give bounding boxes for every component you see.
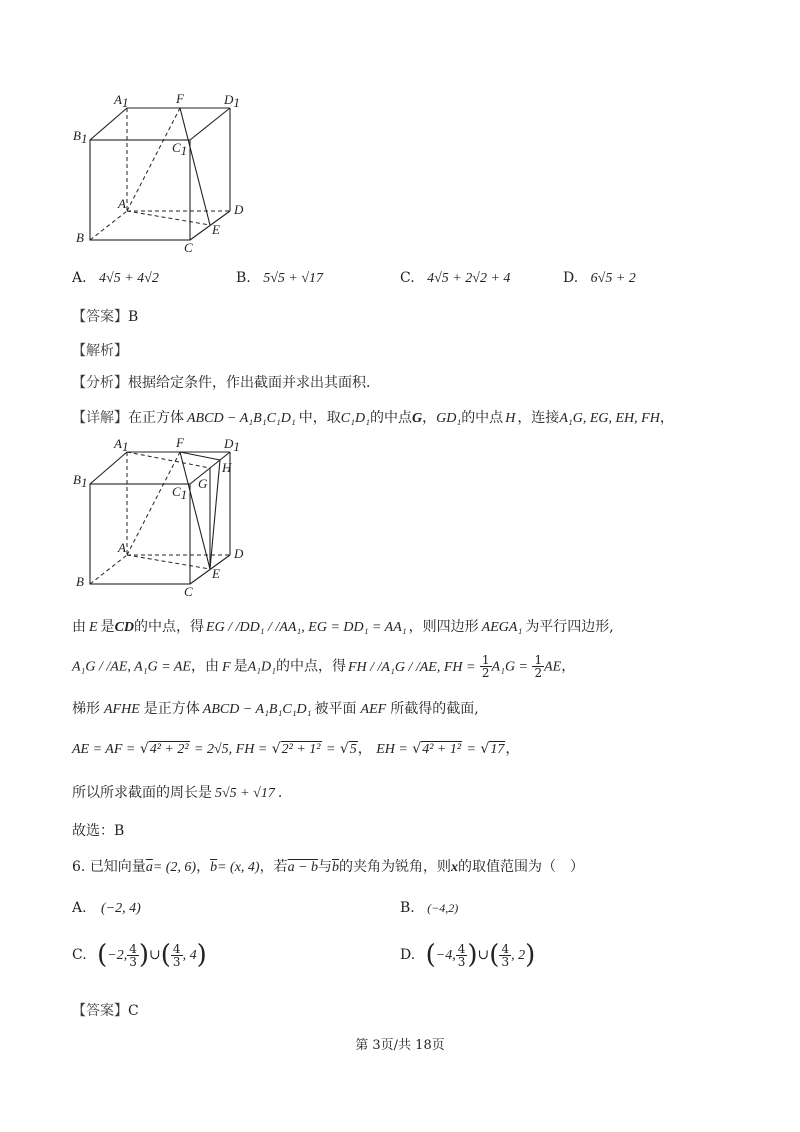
- fenxi-text: 根据给定条件，作出截面并求出其面积.: [128, 375, 371, 391]
- analysis-tag: 【解析】: [72, 343, 128, 359]
- front-face: [90, 484, 190, 584]
- segment-h-e: [210, 460, 220, 569]
- label-g: G: [198, 476, 208, 491]
- fenxi-tag: 【分析】: [72, 375, 128, 391]
- p1-quad: AEGA₁: [481, 620, 523, 635]
- p2-a1d1: A₁D₁: [247, 659, 276, 675]
- q6-option-a-text: (−2, 4): [101, 901, 141, 916]
- q5-answer: [72, 306, 138, 326]
- q5-option-c: [400, 270, 510, 287]
- label-a1: A1: [114, 436, 129, 454]
- q6-bval: = (x, 4): [217, 860, 260, 875]
- p2-a1g: A₁G =: [491, 659, 529, 675]
- p2-ae: AE: [544, 659, 562, 675]
- hidden-a-e: [127, 555, 210, 569]
- label-d1: D1: [224, 436, 240, 454]
- detail-t2: 中，取: [298, 410, 341, 426]
- label-a: A: [118, 196, 126, 211]
- q6-option-b-text: (−4,2): [427, 901, 459, 915]
- q5-option-b-label: B.: [236, 270, 251, 286]
- label-f: F: [176, 435, 184, 450]
- p2-t1: ，由: [191, 658, 219, 675]
- label-d: D: [234, 202, 244, 217]
- hidden-a1-g: [127, 452, 210, 468]
- question-6: [72, 856, 584, 876]
- p4-m3: =: [325, 742, 336, 757]
- p2-rel: A₁G / /AE, A₁G = AE: [72, 659, 191, 675]
- p1-cd: CD: [114, 620, 135, 635]
- answer-tag: 【答案】: [72, 1003, 128, 1019]
- p1-rel: EG / /DD₁ / /AA₁, EG = DD₁ = AA₁: [206, 620, 407, 635]
- q6-option-c: C. (−2, $\frac{4}{3}$ )∪( $\frac{4}{3}$ , 4): [72, 940, 207, 970]
- q6-option-b-label: B.: [400, 900, 415, 916]
- p4-t1: ，: [357, 741, 372, 757]
- q5-option-d: [563, 270, 636, 287]
- solution-line-5: [72, 782, 282, 802]
- hidden-b-a: [90, 555, 127, 584]
- cube-figure-2: [70, 432, 260, 602]
- label-a1: A1: [114, 92, 129, 110]
- detail-c1d1: C₁D₁: [340, 411, 370, 426]
- detail-t3: 的中点: [369, 410, 412, 426]
- p4-t2: ，: [505, 741, 520, 757]
- cube-figure-1: [70, 88, 260, 258]
- label-h: H: [222, 460, 232, 475]
- p2-f: F: [222, 659, 231, 675]
- q6-answer: [72, 1000, 139, 1020]
- p4-r1: 4² + 2²: [149, 742, 189, 757]
- p4-r4: 4² + 1²: [422, 742, 462, 757]
- p1-t4: ，则四边形: [408, 619, 479, 635]
- detail-g: G: [411, 411, 423, 426]
- page-footer: 第 3页/共 18页: [355, 1038, 445, 1053]
- label-e: E: [212, 222, 220, 237]
- q5-option-d-text: 6√5 + 2: [590, 271, 636, 286]
- edge-b1-a1: [90, 108, 127, 140]
- label-c1: C1: [172, 484, 188, 502]
- p2-t2: 是: [233, 658, 248, 675]
- p1-t1: 由: [72, 619, 86, 635]
- q6-t1: 已知向量: [89, 859, 146, 875]
- detail-tag: 【详解】: [72, 410, 128, 426]
- solution-line-3: [72, 698, 479, 718]
- answer-value: C: [128, 1003, 139, 1019]
- q5-option-c-text: 4√5 + 2√2 + 4: [427, 271, 511, 286]
- detail-t6: ，连接: [517, 410, 560, 426]
- q6-option-a: [72, 900, 141, 917]
- p4-m4: EH =: [376, 742, 408, 757]
- q6-vec-b: $\overline{b}$: [210, 860, 218, 875]
- q5-option-a: [72, 270, 159, 287]
- front-face: [90, 140, 190, 240]
- edge-c-d: [190, 211, 230, 240]
- edge-c1-d1: [190, 108, 230, 140]
- p2-rel2: FH / /A₁G / /AE, FH =: [347, 659, 476, 675]
- p3-t4: 所截得的截面,: [390, 701, 479, 717]
- p1-e: E: [89, 620, 98, 635]
- q6-option-a-label: A.: [72, 900, 87, 916]
- edge-b1-a1: [90, 452, 127, 484]
- p2-frac-2: $\frac{1}{2}$: [534, 653, 543, 680]
- hidden-b-a: [90, 211, 127, 240]
- p1-t5: 为平行四边形,: [525, 619, 614, 635]
- label-c1: C1: [172, 140, 188, 158]
- label-c: C: [184, 240, 193, 255]
- p3-t2: 是正方体: [143, 701, 200, 717]
- p4-r3: 5: [349, 742, 357, 757]
- label-f: F: [176, 91, 184, 106]
- q6-x: x: [451, 860, 459, 875]
- q5-option-d-label: D.: [563, 270, 579, 286]
- q6-vec-a: $\overline{a}$: [145, 860, 153, 875]
- p4-r5: 17: [490, 742, 505, 757]
- answer-tag: 【答案】: [72, 309, 128, 325]
- q6-option-d-label: D.: [400, 947, 416, 963]
- detail-t4: ，: [422, 410, 437, 426]
- label-b: B: [76, 230, 84, 245]
- q5-analysis: [72, 340, 128, 360]
- label-e: E: [212, 566, 220, 581]
- label-c: C: [184, 584, 193, 599]
- p5-t2: .: [277, 785, 283, 801]
- q6-vec-b2: $\overline{b}$: [332, 860, 340, 875]
- segment-f-e: [180, 452, 210, 569]
- q6-t6: 的取值范围为（ ）: [458, 859, 585, 875]
- p3-aef: AEF: [360, 702, 387, 717]
- p3-afhe: AFHE: [104, 702, 140, 717]
- label-b1: B1: [73, 128, 88, 146]
- p4-m5: =: [466, 742, 476, 757]
- label-a: A: [118, 540, 126, 555]
- q5-option-a-label: A.: [72, 270, 87, 286]
- q6-option-c-label: C.: [72, 947, 87, 963]
- q5-option-b: [236, 270, 323, 287]
- label-d: D: [234, 546, 244, 561]
- p2-frac-1: $\frac{1}{2}$: [481, 653, 490, 680]
- label-b: B: [76, 574, 84, 589]
- q5-option-a-text: 4√5 + 4√2: [99, 271, 159, 286]
- detail-t1: 在正方体: [128, 410, 184, 426]
- q6-t5: 的夹角为锐角，则: [339, 859, 452, 875]
- hidden-a-f: [127, 108, 180, 211]
- detail-cube: ABCD − A₁B₁C₁D₁: [187, 411, 296, 426]
- q6-aval: = (2, 6): [152, 860, 197, 875]
- q6-option-b: [400, 900, 458, 916]
- q6-vec-amb: a − b: [287, 860, 319, 875]
- detail-t5: 的中点: [461, 410, 504, 426]
- q5-option-b-text: 5√5 + √17: [263, 271, 324, 286]
- solution-line-4: AE = AF = √4² + 2² = 2√5, FH = √2² + 1² = √5， EH = √4² + 1² = √17，: [72, 741, 520, 757]
- p2-t4: ，: [561, 658, 576, 675]
- p3-t3: 被平面: [314, 701, 357, 717]
- detail-h: H: [505, 411, 516, 426]
- hidden-a-e: [127, 211, 210, 225]
- detail-lines: A₁G, EG, EH, FH: [559, 411, 660, 426]
- p2-t3: 的中点，得: [275, 658, 346, 675]
- p4-m2: = 2√5, FH =: [194, 742, 268, 757]
- q6-t2: ，: [196, 859, 211, 875]
- label-b1: B1: [73, 472, 88, 490]
- p1-t3: 的中点，得: [134, 619, 205, 635]
- segment-f-h: [180, 452, 220, 460]
- p5-val: 5√5 + √17: [215, 786, 275, 801]
- solution-line-2: [72, 654, 575, 679]
- solution-line-1: [72, 616, 614, 636]
- hidden-a-f: [127, 452, 180, 555]
- q5-fenxi: [72, 372, 370, 392]
- q6-t4: 与: [318, 859, 333, 875]
- answer-value: B: [128, 309, 139, 325]
- p1-t2: 是: [100, 619, 115, 635]
- p4-r2: 2² + 1²: [281, 742, 321, 757]
- p3-t1: 梯形: [72, 701, 100, 717]
- p4-m1: AE = AF =: [72, 742, 136, 757]
- detail-gd1: GD₁: [436, 411, 462, 426]
- p5-t1: 所以所求截面的周长是: [72, 785, 212, 801]
- q5-option-c-label: C.: [400, 270, 415, 286]
- detail-t7: ，: [659, 410, 674, 426]
- p3-cube: ABCD − A₁B₁C₁D₁: [202, 702, 312, 717]
- edge-f-e: [180, 108, 210, 225]
- q6-num: 6.: [72, 859, 86, 875]
- q5-detail: [72, 407, 674, 427]
- solution-choice: 故选：B: [72, 823, 125, 839]
- q6-option-d: D. (−4, $\frac{4}{3}$ )∪( $\frac{4}{3}$ , 2): [400, 940, 536, 970]
- label-d1: D1: [224, 92, 240, 110]
- q6-t3: ，若: [259, 859, 288, 875]
